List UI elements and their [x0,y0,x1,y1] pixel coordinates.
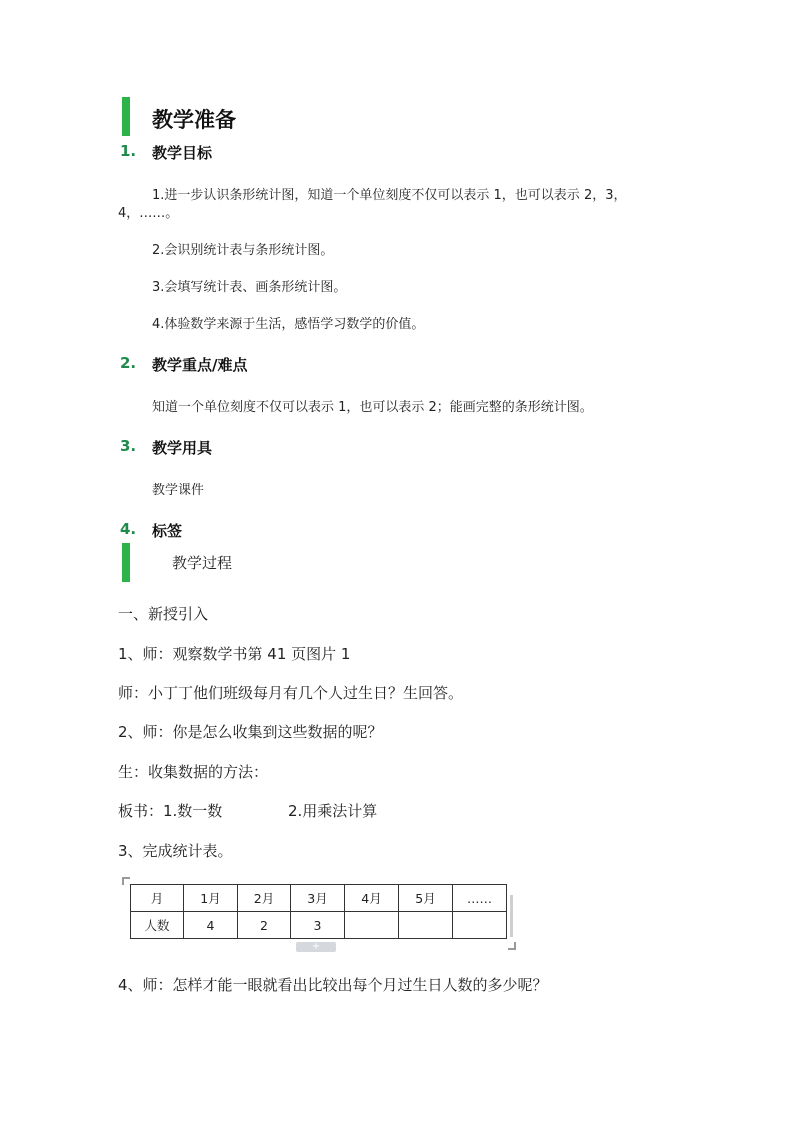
board-label: 板书：1.数一数 [118,802,223,820]
heading-accent-bar [122,97,130,136]
table-cell[interactable]: 人数 [131,912,184,939]
objective-4: 4.体验数学来源于生活，感悟学习数学的价值。 [152,317,425,332]
step-3: 3、完成统计表。 [118,842,233,860]
objective-2: 2.会识别统计表与条形统计图。 [152,243,334,258]
add-row-button[interactable]: + [296,942,336,952]
process-accent-bar [122,543,130,582]
table-header-row [131,885,507,912]
table-cell[interactable]: 4 [184,912,238,939]
section-2-title: 教学重点/难点 [152,356,248,374]
step-4: 4、师：怎样才能一眼就看出比较出每个月过生日人数的多少呢？ [118,976,548,994]
table-cell[interactable]: 4月 [345,885,399,912]
process-line-3: 师：小丁丁他们班级每月有几个人过生日？生回答。 [118,684,464,702]
table-cell[interactable]: 2月 [238,885,291,912]
table-cell[interactable]: 5月 [399,885,453,912]
table-cell[interactable]: …… [453,885,507,912]
page-title: 教学准备 [152,108,236,132]
section-4-number: 4. [120,520,137,538]
section-3-title: 教学用具 [152,439,213,457]
table-resize-corner[interactable] [508,942,516,950]
table-cell[interactable]: 2 [238,912,291,939]
stats-table[interactable] [130,884,507,939]
process-line-4: 2、师：你是怎么收集到这些数据的呢？ [118,723,383,741]
tools-text: 教学课件 [152,483,205,498]
board-item-2: 2.用乘法计算 [288,802,378,820]
process-line-5: 生：收集数据的方法： [118,763,269,781]
section-3-number: 3. [120,437,137,455]
process-line-2: 1、师：观察数学书第 41 页图片 1 [118,645,351,663]
table-row [131,912,507,939]
table-cell[interactable]: 月 [131,885,184,912]
table-cell[interactable] [399,912,453,939]
section-4-title: 标签 [152,522,183,540]
objective-1-line-2: 4，……。 [118,206,179,221]
objective-1-line-1: 1.进一步认识条形统计图，知道一个单位刻度不仅可以表示 1，也可以表示 2，3， [152,188,627,203]
table-row-handle[interactable] [510,895,513,937]
objective-3: 3.会填写统计表、画条形统计图。 [152,280,347,295]
table-move-handle[interactable] [122,877,130,885]
process-line-1: 一、新授引入 [118,605,209,623]
process-title: 教学过程 [172,554,233,572]
section-1-number: 1. [120,142,137,160]
table-cell[interactable]: 3月 [291,885,345,912]
table-cell[interactable] [345,912,399,939]
table-cell[interactable] [453,912,507,939]
section-1-title: 教学目标 [152,144,213,162]
table-cell[interactable]: 3 [291,912,345,939]
table-cell[interactable]: 1月 [184,885,238,912]
keypoints-text: 知道一个单位刻度不仅可以表示 1，也可以表示 2；能画完整的条形统计图。 [152,400,593,415]
section-2-number: 2. [120,354,137,372]
